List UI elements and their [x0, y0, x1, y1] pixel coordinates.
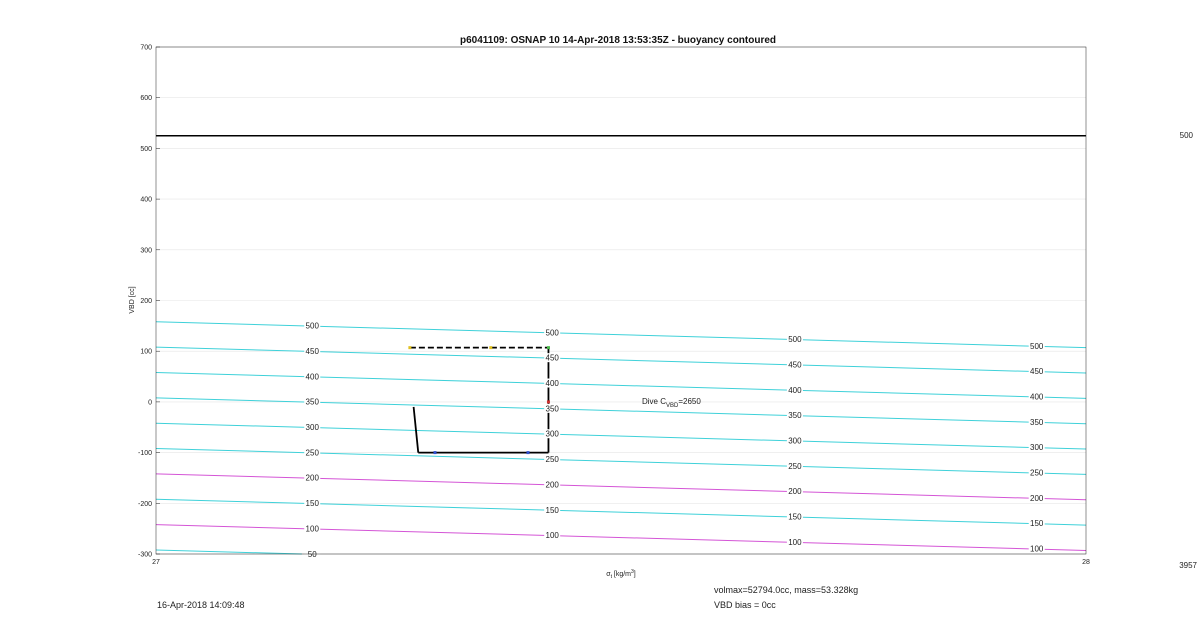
- contour-label: 200: [1030, 493, 1044, 503]
- contour-label: 400: [545, 379, 559, 389]
- footer-vbd-bias: VBD bias = 0cc: [714, 600, 776, 610]
- y-tick-label: 600: [140, 95, 152, 103]
- y-tick-label: -300: [137, 551, 152, 559]
- trace-marker: [547, 346, 550, 349]
- x-tick-label: 27: [152, 559, 160, 566]
- right-annotation-bottom: 3957: [1179, 561, 1197, 570]
- contour-label: 100: [1030, 544, 1044, 554]
- contour-label: 100: [545, 531, 559, 541]
- y-tick-labels: [138, 45, 152, 559]
- y-tick-label: 500: [140, 145, 152, 153]
- contour-label: 500: [305, 321, 319, 331]
- contour-label: 450: [1030, 367, 1044, 377]
- contour-label: 100: [305, 524, 319, 534]
- contour-label: 350: [788, 411, 802, 421]
- dive-annotation-rest: =2650: [678, 397, 701, 406]
- y-tick-label: -100: [137, 450, 152, 458]
- contour-label: 350: [545, 404, 559, 414]
- x-tick-labels: [152, 559, 1090, 566]
- y-tick-label: -200: [137, 500, 152, 508]
- contour-label: 250: [545, 455, 559, 465]
- contour-label: 450: [788, 360, 802, 370]
- footer-timestamp: 16-Apr-2018 14:09:48: [157, 600, 245, 610]
- right-annotation-top: 500: [1179, 131, 1193, 140]
- x-axis-label: [606, 569, 636, 580]
- y-axis-label: VBD [cc]: [129, 286, 136, 314]
- x-axis-label-unit: [kg/m: [611, 571, 632, 578]
- contour-label: 250: [788, 461, 802, 471]
- x-tick-label: 28: [1082, 559, 1090, 566]
- contour-label: 300: [305, 423, 319, 433]
- y-tick-label: 300: [140, 247, 152, 255]
- footer-volmax: volmax=52794.0cc, mass=53.328kg: [714, 585, 859, 595]
- contour-label: 350: [305, 397, 319, 407]
- contour-label: 150: [788, 512, 802, 522]
- trace-marker: [489, 346, 492, 349]
- contour-label: 450: [305, 346, 319, 356]
- contour-label: 400: [305, 372, 319, 382]
- chart-title: p6041109: OSNAP 10 14-Apr-2018 13:53:35Z - buoyancy contoured: [459, 35, 777, 46]
- contour-label: 200: [545, 480, 559, 490]
- contour-label: 450: [545, 353, 559, 363]
- trace-marker: [434, 451, 437, 454]
- y-tick-label: 400: [140, 196, 152, 204]
- trace-marker: [408, 346, 411, 349]
- contour-label: 400: [788, 385, 802, 395]
- contour-label: 250: [1030, 468, 1044, 478]
- y-tick-label: 700: [140, 44, 152, 52]
- contour-label: 500: [788, 335, 802, 345]
- contour-label: 200: [788, 487, 802, 497]
- y-tick-label: 0: [148, 399, 152, 407]
- x-axis-label-close: ]: [633, 571, 636, 578]
- trace-marker: [527, 451, 530, 454]
- contour-label: 250: [305, 448, 319, 458]
- contour-label: 400: [1030, 392, 1044, 402]
- contour-label: 500: [545, 328, 559, 338]
- contour-label: 300: [788, 436, 802, 446]
- contour-label: 150: [545, 505, 559, 515]
- contour-label: 100: [788, 537, 802, 547]
- contour-label: 150: [305, 499, 319, 509]
- contour-label: 200: [305, 473, 319, 483]
- contour-label: 500: [1030, 341, 1044, 351]
- dive-annotation-sub: VBD: [666, 403, 679, 409]
- y-tick-label: 200: [140, 298, 152, 305]
- contour-label: 350: [1030, 417, 1044, 427]
- contour-label: 300: [1030, 443, 1044, 453]
- contour-label: 300: [545, 429, 559, 439]
- contour-label: 150: [1030, 519, 1044, 529]
- trace-marker: [547, 400, 550, 403]
- x-axis-label-sup: 3: [631, 569, 634, 575]
- dive-annotation-main: Dive C: [642, 397, 667, 406]
- y-tick-label: 100: [140, 348, 152, 356]
- contour-label: 50: [307, 549, 317, 559]
- x-axis-label-main: σ: [606, 571, 611, 578]
- x-axis-label-sub: t: [610, 574, 612, 580]
